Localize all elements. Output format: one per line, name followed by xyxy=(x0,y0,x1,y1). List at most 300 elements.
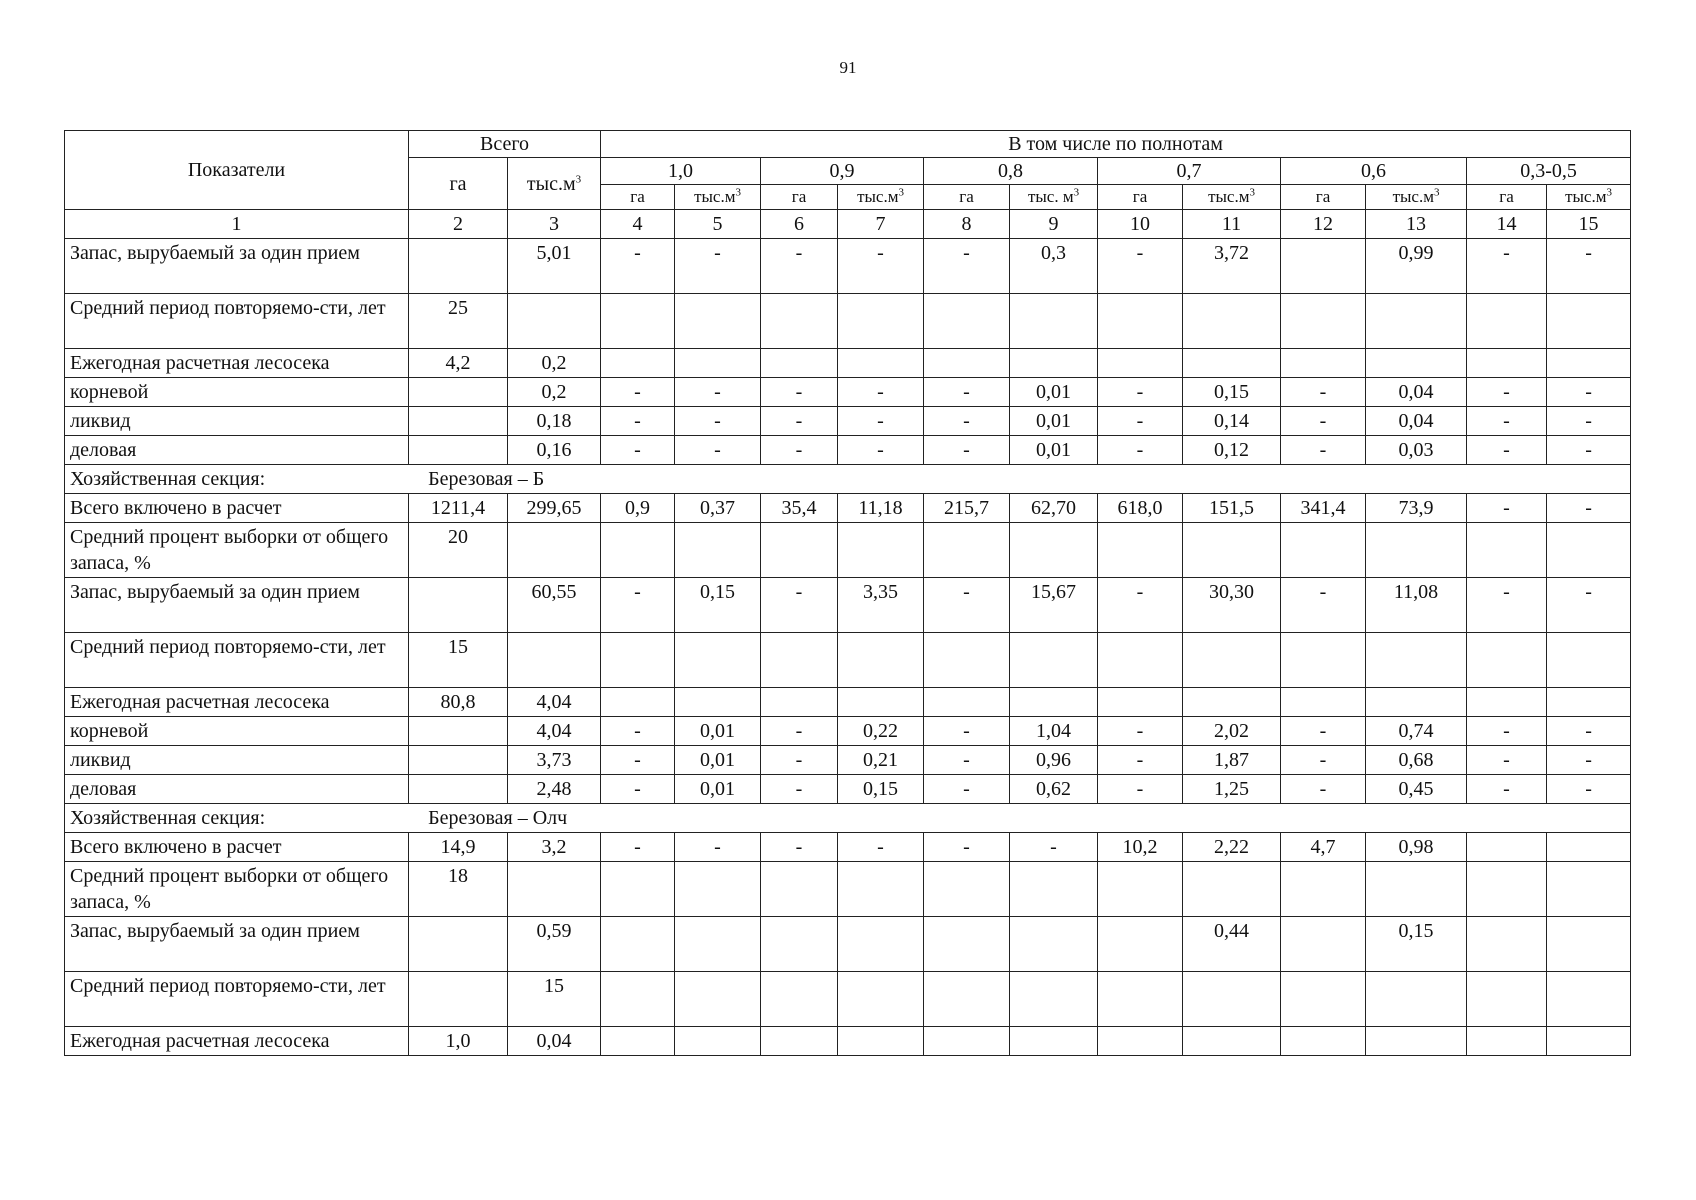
table-cell: - xyxy=(601,717,675,746)
row-label: Средний процент выборки от общего запаса, % xyxy=(65,862,409,917)
table-cell xyxy=(838,1027,924,1056)
table-cell xyxy=(924,349,1010,378)
table-cell: - xyxy=(1098,407,1183,436)
table-row xyxy=(65,294,1631,349)
table-row xyxy=(65,917,1631,972)
table-cell: 0,68 xyxy=(1366,746,1467,775)
table-row xyxy=(65,775,1631,804)
table-cell: - xyxy=(675,239,761,294)
table-cell: 1,87 xyxy=(1183,746,1281,775)
forest-cutting-table xyxy=(64,130,1631,1056)
table-cell: 0,04 xyxy=(1366,378,1467,407)
table-cell: - xyxy=(761,578,838,633)
table-cell: 25 xyxy=(409,294,508,349)
table-cell: 0,04 xyxy=(508,1027,601,1056)
table-cell xyxy=(1281,972,1366,1027)
table-cell xyxy=(1547,972,1631,1027)
table-cell xyxy=(508,523,601,578)
section-name: Березовая – Олч xyxy=(428,807,568,829)
table-cell xyxy=(1281,523,1366,578)
table-cell: - xyxy=(761,239,838,294)
table-cell xyxy=(838,523,924,578)
table-cell: - xyxy=(1281,746,1366,775)
table-cell: 4,04 xyxy=(508,717,601,746)
table-cell: - xyxy=(1281,717,1366,746)
column-number: 2 xyxy=(409,210,508,239)
table-cell: - xyxy=(1098,775,1183,804)
table-cell: 618,0 xyxy=(1098,494,1183,523)
table-cell: 4,7 xyxy=(1281,833,1366,862)
table-cell: 151,5 xyxy=(1183,494,1281,523)
table-cell: 0,74 xyxy=(1366,717,1467,746)
column-number-row xyxy=(65,210,1631,239)
table-cell: - xyxy=(1547,775,1631,804)
table-cell xyxy=(924,862,1010,917)
table-cell xyxy=(761,633,838,688)
table-cell: 10,2 xyxy=(1098,833,1183,862)
row-label: ликвид xyxy=(65,407,409,436)
table-cell: 0,14 xyxy=(1183,407,1281,436)
header-volume: $тыс.м^3$ xyxy=(675,185,761,210)
column-number: 1 xyxy=(65,210,409,239)
table-cell: - xyxy=(838,239,924,294)
header-total: Всего xyxy=(409,131,601,158)
header-total-ha: га xyxy=(409,158,508,210)
table-cell xyxy=(1467,349,1547,378)
table-cell xyxy=(1010,917,1098,972)
table-cell: - xyxy=(601,833,675,862)
table-cell: 0,62 xyxy=(1010,775,1098,804)
table-cell: 299,65 xyxy=(508,494,601,523)
table-cell: - xyxy=(1467,746,1547,775)
row-label: Средний период повторяемо-сти, лет xyxy=(65,972,409,1027)
table-cell: 15 xyxy=(508,972,601,1027)
table-cell xyxy=(1098,633,1183,688)
table-cell: 0,2 xyxy=(508,378,601,407)
table-cell xyxy=(601,688,675,717)
table-cell xyxy=(409,578,508,633)
header-ha: га xyxy=(601,185,675,210)
table-cell xyxy=(508,294,601,349)
table-cell: 0,99 xyxy=(1366,239,1467,294)
section-cell xyxy=(65,804,1631,833)
table-cell xyxy=(1467,833,1547,862)
table-cell: 0,01 xyxy=(675,746,761,775)
table-cell xyxy=(924,917,1010,972)
column-number: 8 xyxy=(924,210,1010,239)
table-cell: - xyxy=(675,407,761,436)
table-cell: - xyxy=(1547,407,1631,436)
section-label: Хозяйственная секция: xyxy=(70,468,266,490)
table-cell xyxy=(1010,294,1098,349)
table-cell xyxy=(761,972,838,1027)
table-cell: - xyxy=(1467,578,1547,633)
table-cell xyxy=(1098,1027,1183,1056)
table-cell xyxy=(601,294,675,349)
row-label: деловая xyxy=(65,436,409,465)
table-row xyxy=(65,833,1631,862)
header-ha: га xyxy=(1281,185,1366,210)
header-density-5: 0,6 xyxy=(1281,158,1467,185)
table-cell xyxy=(1467,523,1547,578)
column-number: 5 xyxy=(675,210,761,239)
section-cell xyxy=(65,465,1631,494)
table-cell: - xyxy=(675,436,761,465)
table-cell: 0,9 xyxy=(601,494,675,523)
table-cell: - xyxy=(1281,775,1366,804)
table-cell xyxy=(1467,294,1547,349)
table-cell: 0,04 xyxy=(1366,407,1467,436)
table-cell: 20 xyxy=(409,523,508,578)
table-cell xyxy=(924,972,1010,1027)
table-cell xyxy=(1366,862,1467,917)
table-cell xyxy=(1010,862,1098,917)
table-cell: 4,04 xyxy=(508,688,601,717)
table-cell: 0,16 xyxy=(508,436,601,465)
table-cell xyxy=(601,633,675,688)
table-cell xyxy=(1547,688,1631,717)
table-cell: 80,8 xyxy=(409,688,508,717)
table-cell: - xyxy=(1467,239,1547,294)
table-row xyxy=(65,378,1631,407)
column-number: 11 xyxy=(1183,210,1281,239)
header-volume: $тыс.м^3$ xyxy=(1366,185,1467,210)
table-cell xyxy=(1183,862,1281,917)
table-cell xyxy=(838,972,924,1027)
table-cell xyxy=(1467,1027,1547,1056)
table-cell xyxy=(1281,688,1366,717)
table-cell xyxy=(1183,523,1281,578)
table-cell xyxy=(601,917,675,972)
table-cell: 0,96 xyxy=(1010,746,1098,775)
table-cell: - xyxy=(1098,436,1183,465)
table-cell: - xyxy=(761,378,838,407)
table-cell: - xyxy=(838,436,924,465)
table-cell: - xyxy=(1098,746,1183,775)
table-cell xyxy=(1366,688,1467,717)
table-cell: - xyxy=(601,578,675,633)
row-label: ликвид xyxy=(65,746,409,775)
table-cell xyxy=(1467,972,1547,1027)
table-cell: - xyxy=(761,717,838,746)
table-cell xyxy=(1547,833,1631,862)
table-cell xyxy=(409,436,508,465)
table-cell: - xyxy=(1281,378,1366,407)
table-cell: - xyxy=(761,775,838,804)
table-cell xyxy=(838,917,924,972)
table-cell: - xyxy=(1098,578,1183,633)
table-cell: - xyxy=(1547,494,1631,523)
table-cell xyxy=(1366,523,1467,578)
column-number: 10 xyxy=(1098,210,1183,239)
row-label: Всего включено в расчет xyxy=(65,833,409,862)
table-cell xyxy=(1098,972,1183,1027)
table-cell: 0,18 xyxy=(508,407,601,436)
column-number: 4 xyxy=(601,210,675,239)
table-cell xyxy=(1281,862,1366,917)
table-cell xyxy=(924,294,1010,349)
column-number: 13 xyxy=(1366,210,1467,239)
table-cell: - xyxy=(1467,494,1547,523)
table-row xyxy=(65,862,1631,917)
row-label: корневой xyxy=(65,378,409,407)
table-cell: - xyxy=(761,407,838,436)
table-cell: - xyxy=(924,436,1010,465)
header-volume: $тыс.м^3$ xyxy=(838,185,924,210)
table-cell: 0,01 xyxy=(675,775,761,804)
table-cell xyxy=(1467,688,1547,717)
header-volume: $тыс.м^3$ xyxy=(1547,185,1631,210)
row-label: Запас, вырубаемый за один прием xyxy=(65,239,409,294)
table-cell xyxy=(675,1027,761,1056)
table-cell: - xyxy=(924,833,1010,862)
table-cell xyxy=(1547,917,1631,972)
table-cell xyxy=(924,523,1010,578)
table-cell: 0,01 xyxy=(1010,378,1098,407)
table-cell: - xyxy=(1467,378,1547,407)
column-number: 9 xyxy=(1010,210,1098,239)
table-cell xyxy=(601,349,675,378)
table-cell: 0,01 xyxy=(675,717,761,746)
table-row xyxy=(65,494,1631,523)
table-cell xyxy=(1281,294,1366,349)
table-cell: 0,12 xyxy=(1183,436,1281,465)
table-cell xyxy=(675,972,761,1027)
table-cell: 1211,4 xyxy=(409,494,508,523)
section-row xyxy=(65,804,1631,833)
table-cell xyxy=(761,688,838,717)
row-label: Средний период повторяемо-сти, лет xyxy=(65,633,409,688)
section-label: Хозяйственная секция: xyxy=(70,807,266,829)
table-cell: - xyxy=(1467,775,1547,804)
table-cell xyxy=(409,746,508,775)
table-cell: - xyxy=(1281,436,1366,465)
table-cell xyxy=(924,1027,1010,1056)
table-cell xyxy=(1010,633,1098,688)
table-cell: - xyxy=(1281,407,1366,436)
table-cell: 0,21 xyxy=(838,746,924,775)
table-cell: 0,98 xyxy=(1366,833,1467,862)
table-cell xyxy=(1547,1027,1631,1056)
table-cell: 0,01 xyxy=(1010,436,1098,465)
table-cell: - xyxy=(761,746,838,775)
row-label: Запас, вырубаемый за один прием xyxy=(65,578,409,633)
table-cell xyxy=(1547,862,1631,917)
table-cell: - xyxy=(1467,436,1547,465)
table-cell xyxy=(675,862,761,917)
table-cell xyxy=(761,1027,838,1056)
table-cell: - xyxy=(924,407,1010,436)
table-cell: 3,73 xyxy=(508,746,601,775)
table-cell: 3,2 xyxy=(508,833,601,862)
header-total-volume: $тыс.м^3$ xyxy=(508,158,601,210)
row-label: корневой xyxy=(65,717,409,746)
table-cell: 0,45 xyxy=(1366,775,1467,804)
table-cell xyxy=(409,917,508,972)
table-cell: - xyxy=(1098,717,1183,746)
table-cell: 1,25 xyxy=(1183,775,1281,804)
table-cell: - xyxy=(1547,436,1631,465)
table-cell: - xyxy=(601,775,675,804)
table-cell: 11,18 xyxy=(838,494,924,523)
table-cell: 341,4 xyxy=(1281,494,1366,523)
table-cell: 1,0 xyxy=(409,1027,508,1056)
table-row xyxy=(65,407,1631,436)
table-row xyxy=(65,239,1631,294)
table-cell: - xyxy=(924,239,1010,294)
header-indicators: Показатели xyxy=(65,131,409,210)
table-cell xyxy=(1366,633,1467,688)
table-cell: 0,15 xyxy=(1366,917,1467,972)
table-cell: - xyxy=(1281,578,1366,633)
table-cell: 14,9 xyxy=(409,833,508,862)
table-cell xyxy=(1183,294,1281,349)
table-cell xyxy=(1281,239,1366,294)
table-cell: 0,15 xyxy=(675,578,761,633)
table-cell xyxy=(508,633,601,688)
table-cell: - xyxy=(1467,407,1547,436)
table-cell: - xyxy=(924,578,1010,633)
table-cell: 2,48 xyxy=(508,775,601,804)
table-row xyxy=(65,1027,1631,1056)
table-cell: 0,22 xyxy=(838,717,924,746)
table-cell xyxy=(1183,972,1281,1027)
table-cell xyxy=(1098,294,1183,349)
table-cell: 0,3 xyxy=(1010,239,1098,294)
table-cell xyxy=(409,239,508,294)
page-number: 91 xyxy=(839,58,857,77)
table-cell: 0,2 xyxy=(508,349,601,378)
table-cell xyxy=(1183,349,1281,378)
table-cell xyxy=(761,862,838,917)
table-cell xyxy=(675,349,761,378)
table-cell: 73,9 xyxy=(1366,494,1467,523)
table-cell xyxy=(601,1027,675,1056)
table-cell xyxy=(1010,972,1098,1027)
row-label: деловая xyxy=(65,775,409,804)
table-cell: 4,2 xyxy=(409,349,508,378)
row-label: Средний период повторяемо-сти, лет xyxy=(65,294,409,349)
table-cell: - xyxy=(601,436,675,465)
header-density-3: 0,8 xyxy=(924,158,1098,185)
table-cell: - xyxy=(1547,717,1631,746)
table-cell xyxy=(1098,688,1183,717)
header-ha: га xyxy=(761,185,838,210)
header-density-6: 0,3-0,5 xyxy=(1467,158,1631,185)
table-cell xyxy=(675,633,761,688)
table-cell: - xyxy=(924,746,1010,775)
table-cell xyxy=(761,349,838,378)
section-name: Березовая – Б xyxy=(428,468,545,490)
header-density-1: 1,0 xyxy=(601,158,761,185)
table-cell: - xyxy=(1010,833,1098,862)
table-cell xyxy=(1098,523,1183,578)
table-cell: 11,08 xyxy=(1366,578,1467,633)
header-ha: га xyxy=(1467,185,1547,210)
row-label: Всего включено в расчет xyxy=(65,494,409,523)
table-cell xyxy=(761,917,838,972)
table-cell: - xyxy=(601,407,675,436)
table-cell: 15 xyxy=(409,633,508,688)
table-cell: 1,04 xyxy=(1010,717,1098,746)
section-row xyxy=(65,465,1631,494)
table-cell xyxy=(675,294,761,349)
table-cell: - xyxy=(1098,239,1183,294)
table-cell: - xyxy=(601,239,675,294)
table-cell xyxy=(1183,633,1281,688)
table-cell xyxy=(1547,633,1631,688)
table-row xyxy=(65,972,1631,1027)
table-cell xyxy=(838,688,924,717)
table-cell xyxy=(601,972,675,1027)
table-cell: 62,70 xyxy=(1010,494,1098,523)
column-number: 14 xyxy=(1467,210,1547,239)
table-cell xyxy=(838,294,924,349)
table-cell: - xyxy=(1547,239,1631,294)
table-cell xyxy=(409,407,508,436)
table-cell xyxy=(1010,523,1098,578)
header-ha: га xyxy=(1098,185,1183,210)
table-cell: - xyxy=(601,746,675,775)
table-cell: 0,15 xyxy=(1183,378,1281,407)
table-cell: - xyxy=(761,833,838,862)
table-row xyxy=(65,578,1631,633)
table-cell xyxy=(1281,917,1366,972)
table-row xyxy=(65,633,1631,688)
row-label: Ежегодная расчетная лесосека xyxy=(65,1027,409,1056)
table-cell: - xyxy=(601,378,675,407)
column-number: 6 xyxy=(761,210,838,239)
table-cell xyxy=(1366,1027,1467,1056)
table-cell xyxy=(675,523,761,578)
table-cell xyxy=(601,523,675,578)
table-cell: 2,02 xyxy=(1183,717,1281,746)
table-cell xyxy=(1366,294,1467,349)
header-ha: га xyxy=(924,185,1010,210)
table-row xyxy=(65,717,1631,746)
table-cell xyxy=(1547,294,1631,349)
table-cell xyxy=(1098,917,1183,972)
table-cell xyxy=(1547,349,1631,378)
table-cell xyxy=(761,523,838,578)
table-cell: 18 xyxy=(409,862,508,917)
header-density-2: 0,9 xyxy=(761,158,924,185)
table-cell: 5,01 xyxy=(508,239,601,294)
table-cell xyxy=(508,862,601,917)
table-cell: - xyxy=(675,833,761,862)
table-row xyxy=(65,523,1631,578)
header-density-4: 0,7 xyxy=(1098,158,1281,185)
table-cell: 15,67 xyxy=(1010,578,1098,633)
table-cell xyxy=(924,633,1010,688)
column-number: 15 xyxy=(1547,210,1631,239)
row-label: Запас, вырубаемый за один прием xyxy=(65,917,409,972)
table-cell: 3,35 xyxy=(838,578,924,633)
table-cell: 0,03 xyxy=(1366,436,1467,465)
table-cell: - xyxy=(924,717,1010,746)
table-cell xyxy=(1098,862,1183,917)
table-cell xyxy=(761,294,838,349)
table-cell: 2,22 xyxy=(1183,833,1281,862)
table-cell: - xyxy=(1547,378,1631,407)
table-cell: - xyxy=(1098,378,1183,407)
table-cell xyxy=(675,917,761,972)
table-cell xyxy=(1467,633,1547,688)
table-cell: 0,37 xyxy=(675,494,761,523)
table-cell xyxy=(1183,1027,1281,1056)
table-cell xyxy=(838,633,924,688)
table-cell: - xyxy=(924,775,1010,804)
